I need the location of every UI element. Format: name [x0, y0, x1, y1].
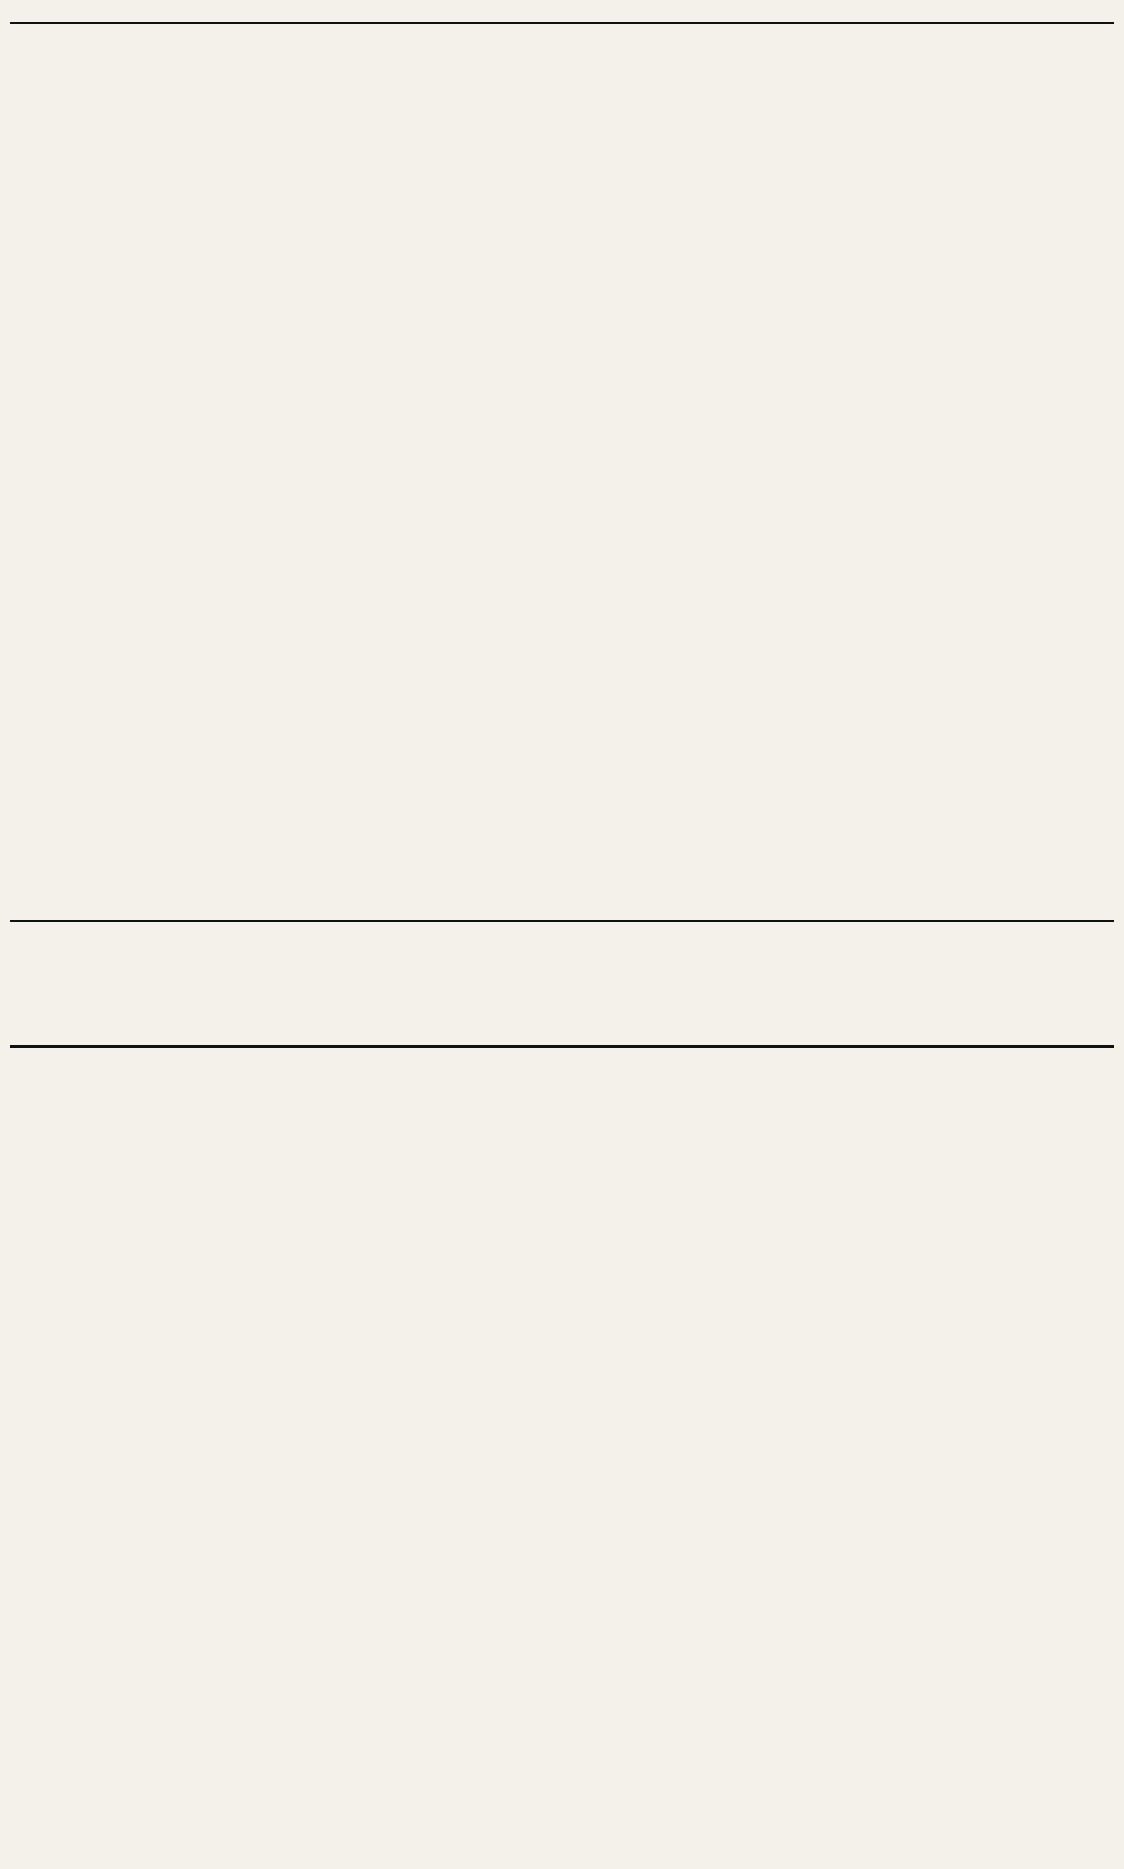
section-banner [10, 920, 1114, 1048]
page-folio [10, 4, 1114, 22]
classified-columns [10, 22, 1114, 920]
page-footer [10, 1852, 1114, 1866]
service-guide-columns [10, 1052, 1114, 1852]
